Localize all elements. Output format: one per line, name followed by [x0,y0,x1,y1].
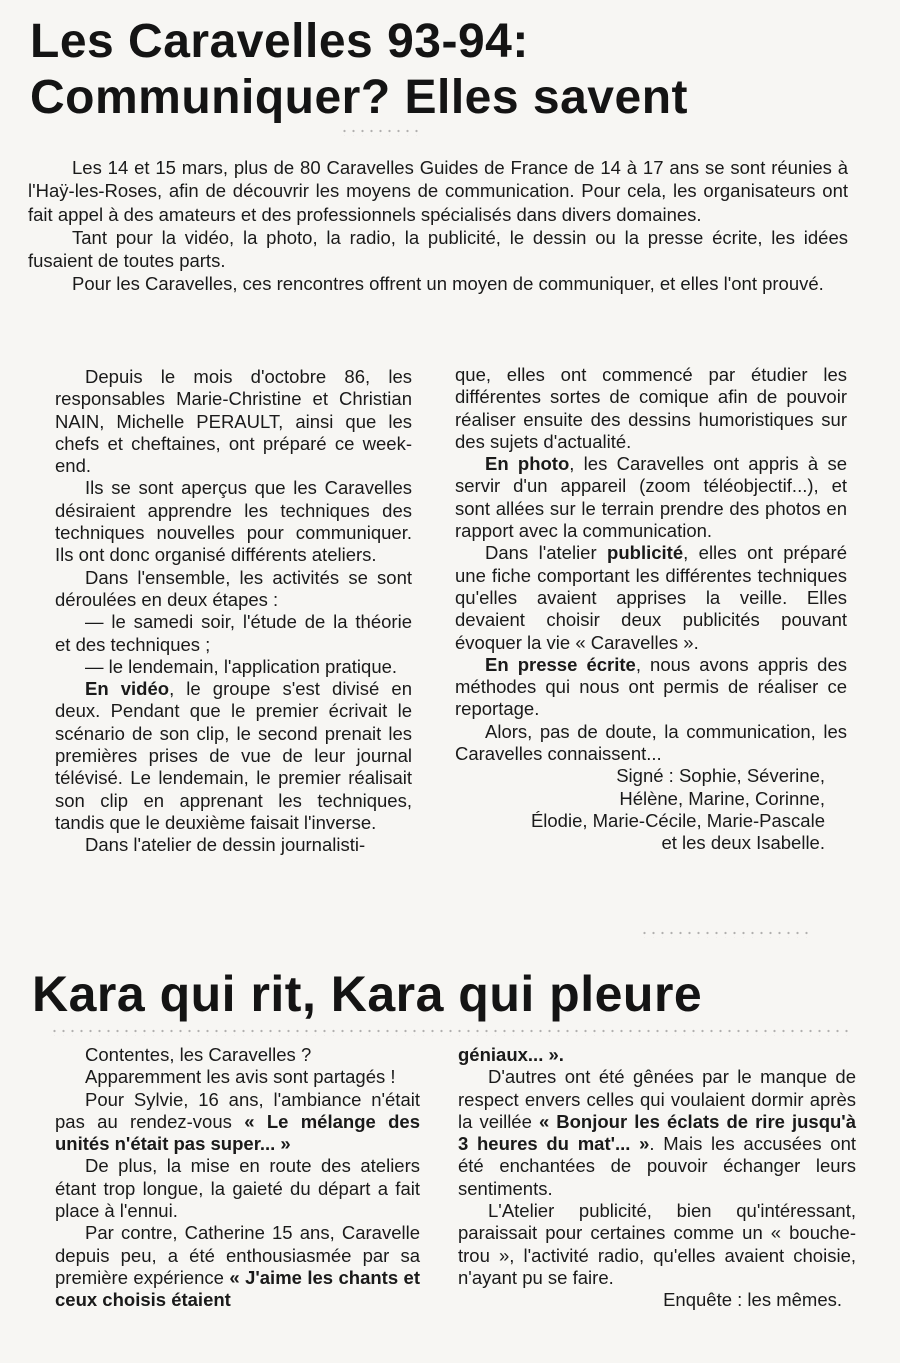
body-text: Par contre, Catherine 15 ans, Caravelle depuis peu, a été enthousiasmée par sa première expérience [55,1222,420,1288]
article2-right-column [458,1044,856,1312]
body-paragraph: que, elles ont commencé par étudier les différentes sortes de comique afin de pouvoir réaliser ensuite des dessins humoristiques sur des sujets d'actualité. [455,364,847,452]
signature-line: et les deux Isabelle. [661,832,825,854]
article1-left-column [55,366,412,857]
body-paragraph: De plus, la mise en route des ateliers étant trop longue, la gaieté du départ a fait place à l'ennui. [55,1155,420,1222]
article2-title: Kara qui rit, Kara qui pleure [32,966,703,1022]
intro-paragraph: Les 14 et 15 mars, plus de 80 Caravelles Guides de France de 14 à 17 ans se sont réunies à l'Haÿ-les-Roses, afin de découvrir les moyens de communication. Pour cela, les organisateurs ont fait appel à des amateurs et des professionnels spécialisés dans divers domaines. [28,157,848,225]
body-paragraph [455,654,847,721]
body-paragraph [458,1044,856,1066]
article2-left-column [55,1044,420,1312]
body-paragraph: Apparemment les avis sont partagés ! [85,1066,396,1088]
body-paragraph [55,1089,420,1156]
bold-lead: En vidéo [85,678,170,700]
body-paragraph: — le lendemain, l'application pratique. [85,655,398,677]
body-paragraph: Contentes, les Caravelles ? [85,1044,312,1065]
body-text: . Mais les accusées ont été enchantées de pouvoir échanger leurs sentiments. [458,1133,856,1199]
bold-lead: En presse écrite [485,653,636,675]
body-paragraph [55,1222,420,1311]
body-paragraph [455,542,847,653]
quote: géniaux... ». [458,1044,564,1065]
body-text: Dans l'atelier [485,542,608,564]
signature-line: Signé : Sophie, Séverine, [616,765,825,787]
body-paragraph: L'Atelier publicité, bien qu'intéressant, paraissait pour certaines comme un « bouche-trou », l'activité radio, qu'elles avaient choisie, n'ayant pu se faire. [458,1200,856,1288]
intro-paragraph: Tant pour la vidéo, la photo, la radio, la publicité, le dessin ou la presse écrite, les idées fusaient de toutes parts. [28,226,848,272]
article1-intro [28,156,848,296]
quote: « Bonjour les éclats de rire jusqu'à 3 heures du mat'... » [458,1110,856,1155]
bold-lead: En photo [485,453,570,475]
body-paragraph [455,453,847,542]
body-paragraph: Depuis le mois d'octobre 86, les responsables Marie-Christine et Christian NAIN, Michelle PERAULT, ainsi que les chefs et cheftaines, ont préparé ce week-end. [55,366,412,477]
print-speckle [340,128,420,136]
body-text: Pour Sylvie, 16 ans, l'ambiance n'était pas au rendez-vous [55,1088,420,1132]
body-paragraph: Ils se sont aperçus que les Caravelles désiraient apprendre les techniques des techniques nouvelles pour communiquer. Ils ont donc organisé différents ateliers. [55,477,412,566]
body-text: , les Caravelles ont appris à se servir d'un appareil (zoom téléobjectif...), et sont allées sur le terrain prendre des photos en rapport avec la communication. [455,453,847,542]
byline: Enquête : les mêmes. [663,1289,842,1311]
body-text: , nous avons appris des méthodes qui nous ont permis de réaliser ce reportage. [455,653,847,720]
body-paragraph [55,678,412,834]
intro-paragraph: Pour les Caravelles, ces rencontres offrent un moyen de communiquer, et elles l'ont prouvé. [72,273,824,295]
article1-right-column [455,364,847,855]
article1-title-line1: Les Caravelles 93-94: [30,15,529,68]
body-paragraph: Alors, pas de doute, la communication, les Caravelles connaissent... [455,720,847,765]
body-paragraph: Dans l'ensemble, les activités se sont déroulées en deux étapes : [55,566,412,610]
article1-title-line2: Communiquer? Elles savent [30,71,688,124]
body-paragraph: Dans l'atelier de dessin journalisti- [85,834,366,856]
body-text: D'autres ont été gênées par le manque de respect envers celles qui voulaient dormir après la veillée [458,1066,856,1132]
quote: « J'aime les chants et ceux choisis étaient [55,1266,421,1311]
body-paragraph [458,1066,856,1200]
bold-lead: publicité [607,542,684,564]
signature-line: Hélène, Marine, Corinne, [619,787,825,809]
quote: « Le mélange des unités n'était pas super... » [55,1110,420,1155]
body-text: , le groupe s'est divisé en deux. Pendant que le premier écrivait le scénario de son clip, le second prenait les premières prises de vue de leur journal télévisé. Le lendemain, le premier réalisait son clip en apprenant les techniques, tandis que le deuxième faisait l'inverse. [55,678,412,833]
body-text: , elles ont préparé une fiche comportant les différentes techniques qu'elles avaient apprises la veille. Elles devaient choisir deux publicités pouvant évoquer la vie « Caravelles ». [455,542,848,653]
print-speckle [640,930,810,938]
signature-line: Élodie, Marie-Cécile, Marie-Pascale [530,809,825,831]
print-speckle [50,1028,850,1036]
body-paragraph: — le samedi soir, l'étude de la théorie et des techniques ; [55,611,412,655]
